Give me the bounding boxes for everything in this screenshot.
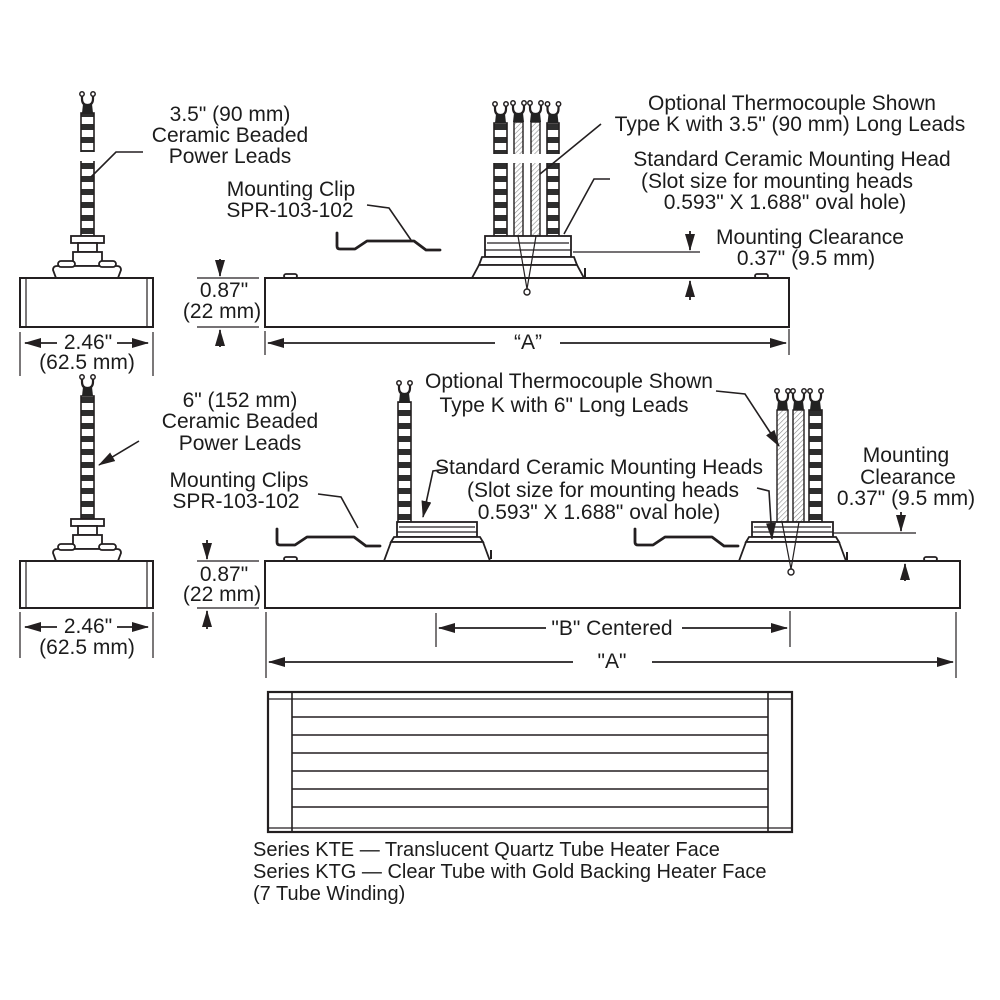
lead-bushing [73,535,102,549]
length-dim-value: "A" [597,650,627,673]
thickness-dimension-top [183,259,261,347]
label-line: Type K with 6" Long Leads [439,394,689,417]
thickness-dimension-bottom [183,540,261,629]
insulator-bump [99,261,116,267]
length-dimension-top [265,329,789,355]
clearance-label-bottom [837,444,975,510]
ceramic-mounting-head [472,236,585,278]
heater-body-end [20,561,153,608]
label-line: Ceramic Beaded [151,124,309,147]
beaded-power-lead [81,113,94,236]
end-view-bottom [20,375,153,659]
fork-terminal-icon [775,389,790,410]
end-view-top [20,92,153,376]
b-dimension [436,611,790,647]
label-line: 0.37" (9.5 mm) [736,247,876,270]
insulator-bump [58,544,75,550]
label-line: Mounting Clips [169,469,309,492]
label-line: 0.37" (9.5 mm) [836,487,976,510]
mounting-clip-icon [277,529,380,546]
label-line: (Slot size for mounting heads [641,170,913,193]
label-line: 3.5" (90 mm) [169,103,291,126]
width-dimension-bottom [20,612,153,659]
beaded-power-lead [809,410,822,522]
b-dim-value: "B" Centered [551,617,673,640]
width-dim-metric: (62.5 mm) [39,351,135,374]
label-line: Standard Ceramic Mounting Head [633,148,951,171]
label-line: 0.593" X 1.688" oval hole) [663,191,907,214]
fork-terminal-icon [80,92,95,113]
thermocouple-lead [514,122,523,236]
ceramic-mounting-head [384,522,491,561]
lead-bushing [78,526,97,535]
lead-break [77,152,98,161]
thickness-dim-value: 0.87" [199,563,249,586]
heater-face-frame [268,692,792,832]
mounting-clip-icon [337,233,440,250]
thermocouple-lead [793,410,804,522]
length-dim-value: “A” [514,331,542,354]
mounting-head-label-top [564,148,951,234]
clearance-label-top [716,226,904,270]
fork-terminal-icon [791,389,806,410]
heater-body-side [265,278,789,327]
insulator-bump [58,261,75,267]
beaded-power-lead [547,123,559,236]
leader-line [564,179,610,234]
heater-body-side [265,561,960,608]
beaded-power-lead [494,123,507,236]
caption-line-kte: Series KTE — Translucent Quartz Tube Heater Face [253,839,720,861]
heater-body-end [20,278,153,327]
label-line: Optional Thermocouple Shown [648,92,936,115]
leader-line [367,205,411,240]
width-dim-metric: (62.5 mm) [39,636,135,659]
mounting-clip-icon [635,529,738,546]
label-line: (Slot size for mounting heads [467,479,739,502]
label-line: SPR-103-102 [226,199,354,222]
thickness-dim-metric: (22 mm) [182,583,262,606]
thermocouple-lead [777,410,788,522]
thickness-dim-metric: (22 mm) [182,300,262,323]
thermocouple-junction [788,569,794,575]
thermocouple-lead [531,122,540,236]
mounting-clip-top [226,178,440,250]
label-line: Type K with 3.5" (90 mm) Long Leads [614,113,966,136]
label-line: Mounting Clearance [716,226,904,249]
top-diagram [20,92,965,376]
label-line: Standard Ceramic Mounting Heads [434,456,764,479]
caption-line-ktg: Series KTG — Clear Tube with Gold Backing Heater Face [253,861,767,883]
bottom-diagram [20,370,975,678]
fork-terminal-icon [528,101,543,122]
leader-line [99,441,139,465]
fork-terminal-icon [493,102,508,123]
lead-break [490,154,562,163]
mounting-clips-label-bottom [170,469,358,528]
thermocouple-junction [524,289,530,295]
width-dimension-top [20,331,153,376]
power-leads-label-top [91,103,308,177]
width-dim-value: 2.46" [63,331,113,354]
label-line: 6" (152 mm) [182,389,298,412]
lead-bushing [71,519,104,526]
fork-terminal-icon [545,102,560,123]
label-line: Optional Thermocouple Shown [425,370,713,393]
label-line: Mounting [862,444,950,467]
label-line: Power Leads [168,145,292,168]
leader-line [318,494,358,528]
label-line: SPR-103-102 [172,490,300,513]
leader-line [91,152,143,177]
lead-bushing [73,252,102,266]
lead-bushing [78,243,97,252]
width-dim-value: 2.46" [63,615,113,638]
label-line: Clearance [860,466,956,489]
beaded-power-lead [398,402,411,522]
fork-terminal-icon [80,375,95,396]
thermocouple-label-bottom [425,370,779,446]
lead-bushing [71,236,104,243]
caption-line-winding: (7 Tube Winding) [253,883,406,905]
fork-terminal-icon [511,101,526,122]
beaded-power-lead [81,396,94,519]
thickness-dim-value: 0.87" [199,279,249,302]
label-line: Ceramic Beaded [161,410,319,433]
face-view [268,692,792,832]
label-line: Power Leads [178,432,302,455]
label-line: 0.593" X 1.688" oval hole) [477,501,721,524]
label-line: Mounting Clip [226,178,356,201]
fork-terminal-icon [808,389,823,410]
insulator-bump [99,544,116,550]
caption [253,839,767,905]
power-leads-label-bottom [99,389,318,465]
fork-terminal-icon [397,381,412,402]
leader-line [716,391,779,446]
